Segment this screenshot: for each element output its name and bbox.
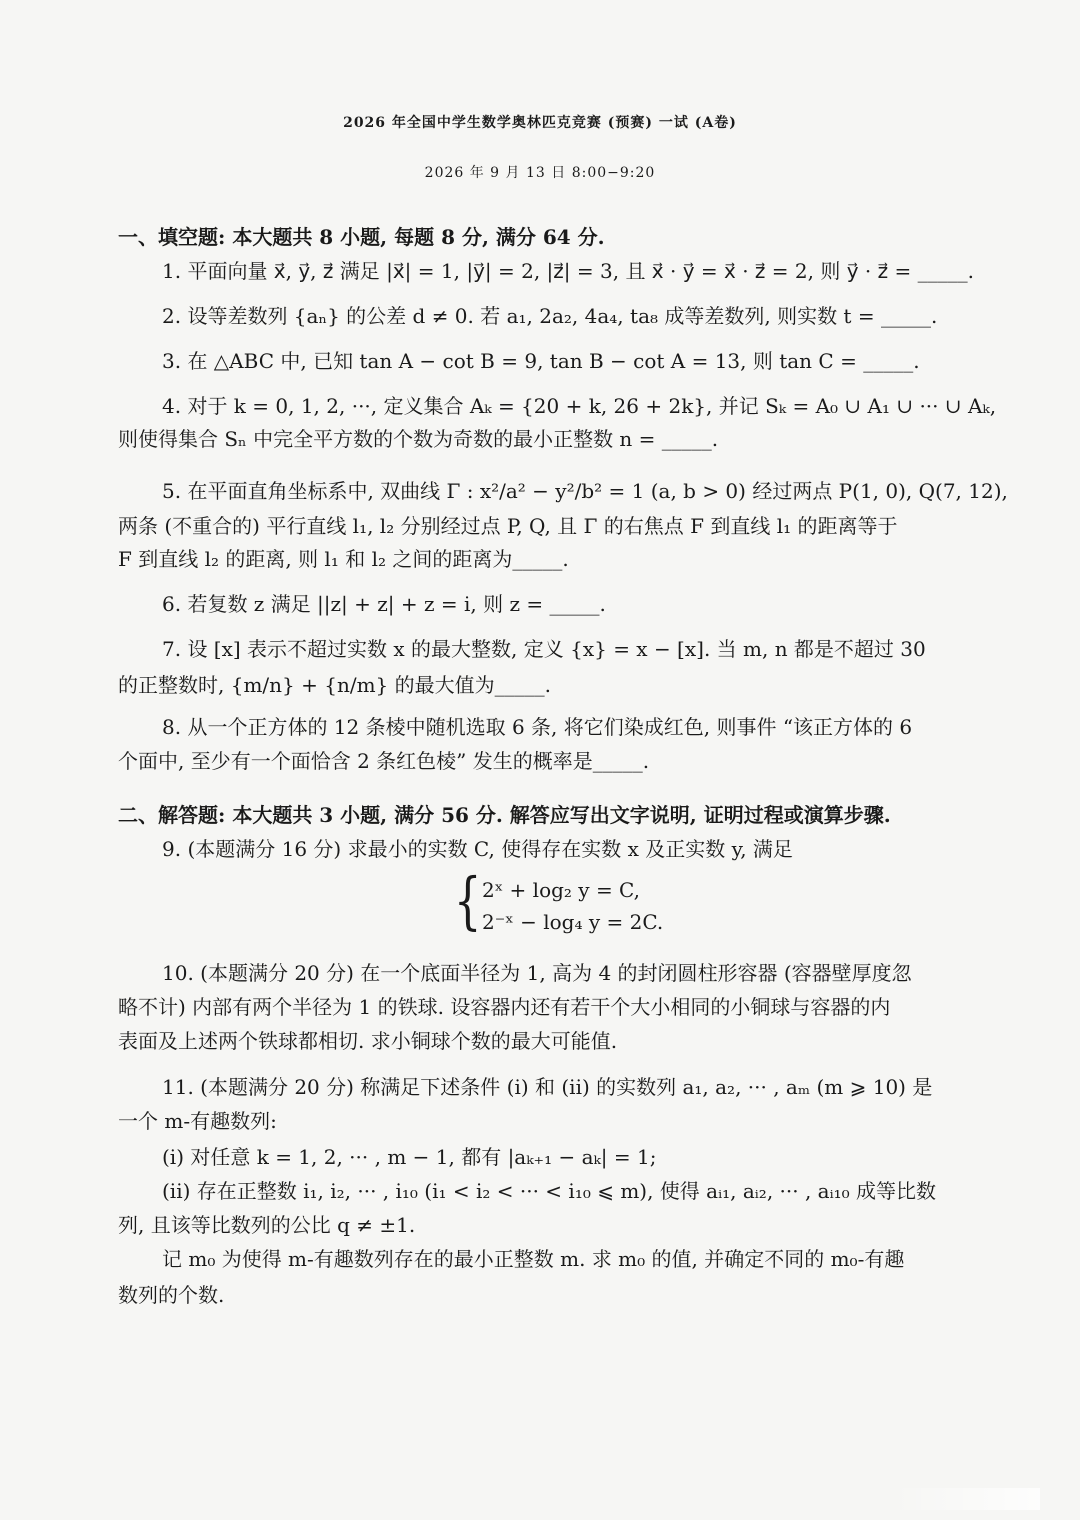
problem-11-question-line-2: 数列的个数. (118, 1283, 225, 1307)
problem-8-line-2: 个面中, 至少有一个面恰含 2 条红色棱” 发生的概率是_____. (118, 749, 650, 773)
problem-3: 3. 在 △ABC 中, 已知 tan A − cot B = 9, tan B − cot A = 13, 则 tan C = _____. (162, 349, 920, 373)
problem-7-line-2: 的正整数时, {m/n} + {n/m} 的最大值为_____. (118, 673, 551, 697)
equation-1: 2ˣ + log₂ y = C, (482, 878, 641, 902)
problem-11-line-1: 11. (本题满分 20 分) 称满足下述条件 (i) 和 (ii) 的实数列 a₁, a₂, ··· , aₘ (m ⩾ 10) 是 (162, 1075, 933, 1099)
problem-10-line-1: 10. (本题满分 20 分) 在一个底面半径为 1, 高为 4 的封闭圆柱形容器 (容器壁厚度忽 (162, 961, 912, 985)
problem-8-line-1: 8. 从一个正方体的 12 条棱中随机选取 6 条, 将它们染成红色, 则事件 “该正方体的 6 (162, 715, 913, 739)
problem-10-line-3: 表面及上述两个铁球都相切. 求小铜球个数的最大可能值. (118, 1029, 618, 1053)
problem-11-question-line-1: 记 m₀ 为使得 m-有趣数列存在的最小正整数 m. 求 m₀ 的值, 并确定不同的 m₀-有趣 (162, 1247, 905, 1271)
problem-5-line-1: 5. 在平面直角坐标系中, 双曲线 Γ : x²/a² − y²/b² = 1 (a, b > 0) 经过两点 P(1, 0), Q(7, 12), (162, 479, 1008, 503)
problem-11-line-2: 一个 m-有趣数列: (118, 1109, 277, 1133)
equation-2: 2⁻ˣ − log₄ y = 2C. (482, 910, 664, 934)
problem-11-condition-ii: (ii) 存在正整数 i₁, i₂, ··· , i₁₀ (i₁ < i₂ < ··· < i₁₀ ⩽ m), 使得 aᵢ₁, aᵢ₂, ··· , aᵢ₁₀ 成等比数 (162, 1179, 937, 1203)
problem-11-condition-i: (i) 对任意 k = 1, 2, ··· , m − 1, 都有 |aₖ₊₁ − aₖ| = 1; (162, 1145, 657, 1169)
left-brace-icon: { (453, 864, 482, 937)
section-2-heading: 二、解答题: 本大题共 3 小题, 满分 56 分. 解答应写出文字说明, 证明过程或演算步骤. (118, 803, 891, 827)
exam-title: 2026 年全国中学生数学奥林匹克竞赛 (预赛) 一试 (A卷) (343, 115, 737, 131)
problem-6: 6. 若复数 z 满足 ||z| + z| + z = i, 则 z = _____. (162, 592, 606, 616)
exam-date-time: 2026 年 9 月 13 日 8:00−9:20 (424, 165, 656, 181)
problem-4-line-2: 则使得集合 Sₙ 中完全平方数的个数为奇数的最小正整数 n = _____. (118, 427, 719, 451)
problem-4-line-1: 4. 对于 k = 0, 1, 2, ···, 定义集合 Aₖ = {20 + k, 26 + 2k}, 并记 Sₖ = A₀ ∪ A₁ ∪ ··· ∪ Aₖ, (162, 394, 997, 418)
problem-2: 2. 设等差数列 {aₙ} 的公差 d ≠ 0. 若 a₁, 2a₂, 4a₄, ta₈ 成等差数列, 则实数 t = _____. (162, 304, 938, 328)
problem-11-condition-ii-cont: 列, 且该等比数列的公比 q ≠ ±1. (118, 1213, 416, 1237)
section-1-heading: 一、填空题: 本大题共 8 小题, 每题 8 分, 满分 64 分. (118, 225, 605, 249)
problem-5-line-2: 两条 (不重合的) 平行直线 l₁, l₂ 分别经过点 P, Q, 且 Γ 的右焦点 F 到直线 l₁ 的距离等于 (118, 514, 898, 538)
problem-7-line-1: 7. 设 [x] 表示不超过实数 x 的最大整数, 定义 {x} = x − [x]. 当 m, n 都是不超过 30 (162, 637, 926, 661)
equation-system (448, 864, 688, 938)
problem-10-line-2: 略不计) 内部有两个半径为 1 的铁球. 设容器内还有若干个大小相同的小铜球与容器的内 (118, 995, 891, 1019)
problem-9: 9. (本题满分 16 分) 求最小的实数 C, 使得存在实数 x 及正实数 y, 满足 (162, 837, 793, 861)
problem-1: 1. 平面向量 x⃗, y⃗, z⃗ 满足 |x⃗| = 1, |y⃗| = 2, |z⃗| = 3, 且 x⃗ · y⃗ = x⃗ · z⃗ = 2, 则 y⃗ · z⃗ = _____. (162, 259, 974, 283)
watermark (890, 1488, 1040, 1510)
problem-5-line-3: F 到直线 l₂ 的距离, 则 l₁ 和 l₂ 之间的距离为_____. (118, 547, 569, 571)
